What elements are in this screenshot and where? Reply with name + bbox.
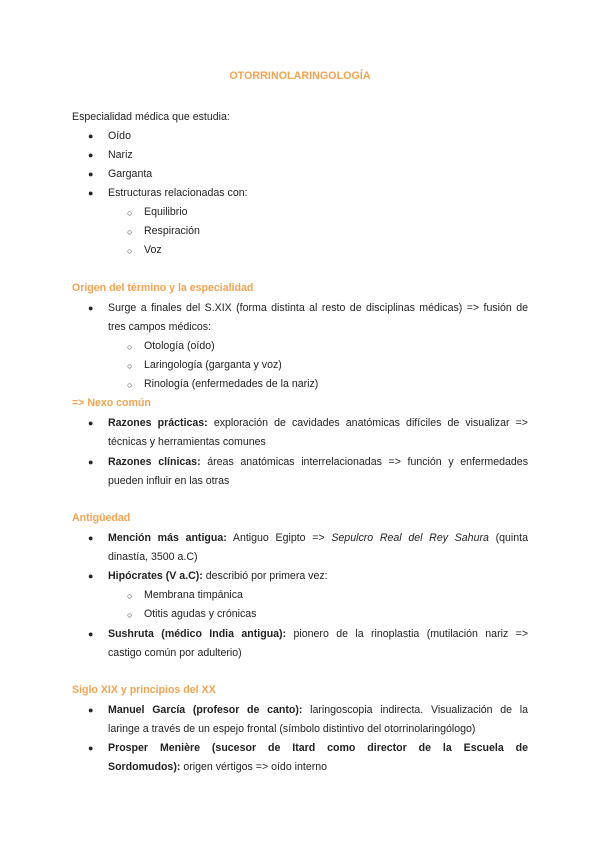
hipocrates-line [108, 570, 328, 582]
mencion-post: (quinta [495, 532, 528, 544]
bullet-icon: ● [88, 457, 94, 467]
meniere-text: origen vértigos => oído interno [183, 761, 328, 773]
bullet-icon: ● [88, 705, 94, 715]
bullet-icon: ● [88, 418, 94, 428]
sushruta-text: pionero de la rinoplastia (mutilación nariz => [293, 628, 529, 640]
subbullet-icon: ○ [127, 380, 133, 390]
subbullet-icon: ○ [127, 227, 133, 237]
sublist-item-rinologia: Rinología (enfermedades de la nariz) [144, 378, 319, 390]
hipocrates-label: Hipócrates (V a.C): [108, 570, 203, 582]
sublist-item-voz: Voz [144, 244, 162, 256]
bullet-icon: ● [88, 150, 94, 160]
practicas-label: Razones prácticas: [108, 417, 208, 429]
subbullet-icon: ○ [127, 591, 133, 601]
garcia-text: laringoscopia indirecta. Visualización de la [310, 704, 528, 716]
list-item-garganta: Garganta [108, 168, 153, 180]
bullet-icon: ● [88, 571, 94, 581]
mencion-line2: dinastía, 3500 a.C) [108, 551, 198, 563]
sushruta-label: Sushruta (médico India antigua): [108, 628, 287, 640]
meniere-label-line1: Prosper Menière (sucesor de Itard como director de la Escuela de [108, 742, 528, 754]
clinicas-label: Razones clínicas: [108, 456, 201, 468]
section-heading-origen: Origen del término y la especialidad [72, 282, 254, 294]
list-item-estructuras: Estructuras relacionadas con: [108, 187, 248, 199]
origen-item-line1: Surge a finales del S.XIX (forma distinta al resto de disciplinas médicas) => fusión de [108, 302, 528, 314]
sublist-item-membrana: Membrana timpánica [144, 589, 243, 601]
sushruta-line2: castigo común por adulterio) [108, 647, 242, 659]
bullet-icon: ● [88, 533, 94, 543]
sushruta-line1 [108, 628, 528, 640]
sublist-item-otitis: Otitis agudas y crónicas [144, 608, 257, 620]
document-title: OTORRINOLARINGOLOGÍA [229, 70, 371, 82]
subbullet-icon: ○ [127, 246, 133, 256]
clinicas-text: áreas anatómicas interrelacionadas => función y enfermedades [207, 456, 528, 468]
meniere-line2 [108, 761, 327, 773]
subbullet-icon: ○ [127, 342, 133, 352]
mencion-italic: Sepulcro Real del Rey Sahura [331, 532, 489, 544]
clinicas-line2: pueden influir en las otras [108, 475, 230, 487]
bullet-icon: ● [88, 743, 94, 753]
sublist-item-laringologia: Laringología (garganta y voz) [144, 359, 282, 371]
list-item-oido: Oído [108, 130, 131, 142]
bullet-icon: ● [88, 303, 94, 313]
section-heading-antiguedad: Antigüedad [72, 512, 131, 524]
subbullet-icon: ○ [127, 361, 133, 371]
mencion-pre: Antiguo Egipto => [232, 532, 325, 544]
mencion-label: Mención más antigua: [108, 532, 227, 544]
garcia-line2: laringe a través de un espejo frontal (símbolo distintivo del otorrinolaringólogo) [108, 723, 476, 735]
garcia-line1 [108, 704, 528, 716]
practicas-line2: técnicas y herramientas comunes [108, 436, 266, 448]
sublist-item-respiracion: Respiración [144, 225, 200, 237]
mencion-line1 [108, 532, 528, 544]
intro-lead: Especialidad médica que estudia: [72, 111, 230, 123]
bullet-icon: ● [88, 188, 94, 198]
bullet-icon: ● [88, 131, 94, 141]
section-heading-siglo: Siglo XIX y principios del XX [72, 684, 216, 696]
origen-item-line2: tres campos médicos: [108, 321, 212, 333]
subbullet-icon: ○ [127, 208, 133, 218]
practicas-line1 [108, 417, 528, 429]
practicas-text: exploración de cavidades anatómicas difíciles de visualizar => [213, 417, 528, 429]
bullet-icon: ● [88, 629, 94, 639]
garcia-label: Manuel García (profesor de canto): [108, 704, 303, 716]
meniere-label-line2: Sordomudos): [108, 761, 181, 773]
subbullet-icon: ○ [127, 610, 133, 620]
clinicas-line1 [108, 456, 528, 468]
list-item-nariz: Nariz [108, 149, 133, 161]
bullet-icon: ● [88, 169, 94, 179]
sublist-item-otologia: Otología (oído) [144, 340, 215, 352]
hipocrates-text: describió por primera vez: [205, 570, 328, 582]
sublist-item-equilibrio: Equilibrio [144, 206, 188, 218]
section-heading-nexo: => Nexo común [72, 397, 151, 409]
